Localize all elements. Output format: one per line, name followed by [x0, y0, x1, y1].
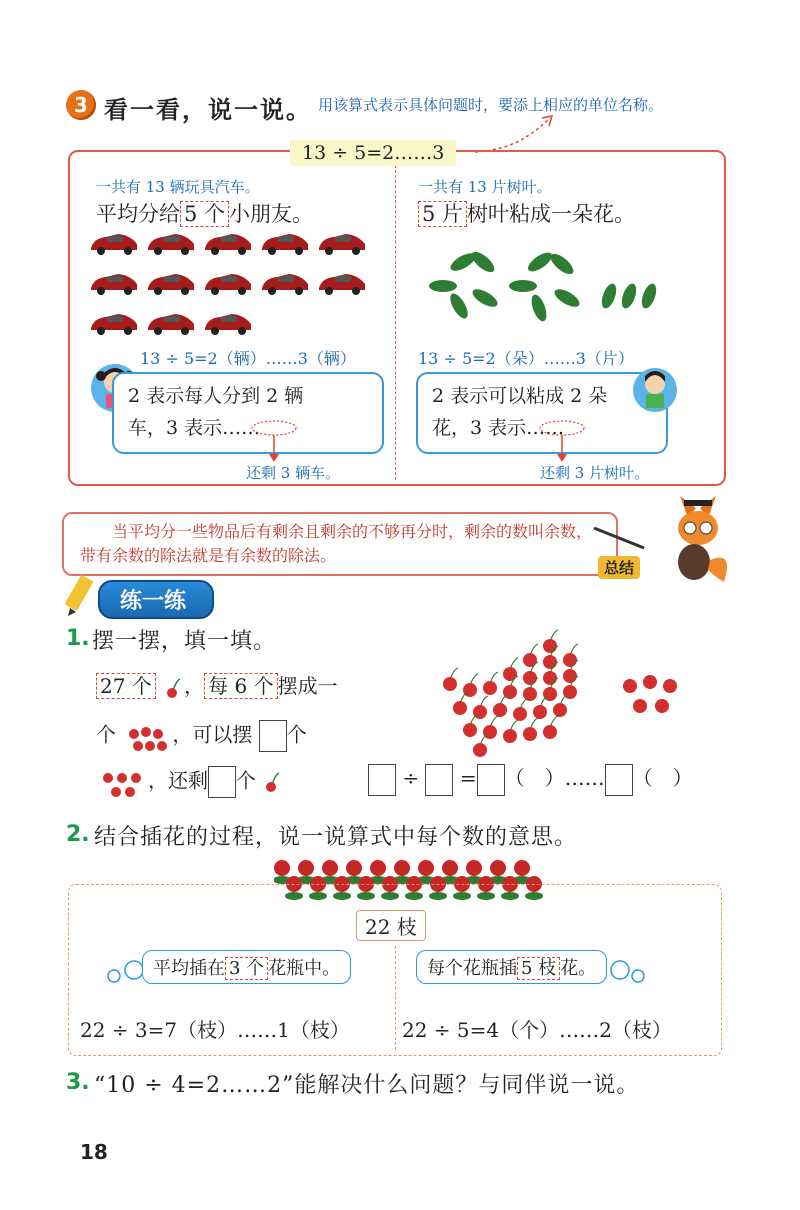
q3-text: “10 ÷ 4=2……2”能解决什么问题？与同伴说一说。 — [94, 1073, 640, 1098]
q1-eq-quotient[interactable] — [477, 764, 505, 796]
cherry — [543, 655, 557, 669]
q1-line2-post: 个 — [286, 722, 307, 747]
q2-text: 结合插花的过程，说一说算式中每个数的意思。 — [94, 825, 578, 850]
q1-text: 摆一摆，填一填。 — [92, 629, 277, 654]
cars-question — [96, 198, 313, 228]
flower — [346, 860, 362, 876]
q2-left-bubble — [142, 950, 351, 984]
flower — [418, 860, 434, 876]
cherry — [483, 681, 497, 695]
cars-given: 一共有 13 辆玩具汽车。 — [96, 178, 260, 196]
q1-text2: 摆成一 — [277, 674, 338, 698]
cherry — [543, 671, 557, 685]
flower — [442, 860, 458, 876]
cherry — [523, 671, 537, 685]
q2-divider — [395, 946, 396, 1050]
cherry — [533, 705, 547, 719]
leaves-question-post: 树叶粘成一朵花。 — [467, 202, 636, 226]
cars-question-pre: 平均分给 — [96, 202, 180, 226]
leaves-result: 还剩 3 片树叶。 — [540, 464, 650, 482]
flower — [394, 860, 410, 876]
cars-bubble — [112, 372, 384, 454]
cars-question-box: 5 个 — [180, 201, 229, 227]
leaves-bubble-line1: 2 表示可以粘成 2 朵 — [432, 385, 608, 407]
flower — [370, 860, 386, 876]
q1-line3 — [96, 764, 282, 800]
q1-eq-divisor[interactable] — [425, 764, 453, 796]
q1-eq-eq: = — [459, 766, 477, 790]
toy-car-icon — [202, 268, 254, 302]
summary-box — [62, 512, 618, 576]
flower — [490, 860, 506, 876]
cars-arrow-icon — [250, 418, 300, 468]
cars-equation: 13 ÷ 5=2（辆）……3（辆） — [140, 349, 356, 368]
cherry — [523, 687, 537, 701]
unit-note: 用该算式表示具体问题时，要添上相应的单位名称。 — [318, 96, 664, 114]
q2-left-pre: 平均插在 — [153, 958, 225, 979]
toy-car-icon — [88, 308, 140, 342]
q1-eq-dividend[interactable] — [368, 764, 396, 796]
practice-banner: 练一练 — [98, 580, 214, 619]
q2-right-equation: 22 ÷ 5=4（个）……2（枝） — [402, 1018, 672, 1042]
cherry — [493, 703, 507, 717]
bubble-dots-left-icon — [106, 956, 146, 986]
q1-eq-paren2: （ ） — [632, 766, 693, 790]
summary-tag: 总结 — [598, 556, 640, 579]
toy-car-icon — [316, 228, 368, 262]
cherry — [563, 653, 577, 667]
cherry — [663, 679, 677, 693]
cherry — [473, 705, 487, 719]
cherry — [563, 669, 577, 683]
q3-number: 3. — [66, 1070, 90, 1095]
q1-box1: 27 个 — [96, 673, 156, 699]
main-formula: 13 ÷ 5=2……3 — [290, 140, 456, 166]
example-title: 看一看，说一说。 — [104, 95, 312, 124]
cherry-icon — [262, 771, 282, 793]
cherries-illustration — [430, 628, 710, 758]
q1-eq-paren1: （ ） — [504, 766, 565, 790]
cherry — [655, 699, 669, 713]
q1-line3-mid: ，还剩 — [148, 768, 208, 793]
q1-answer-box-groups[interactable] — [259, 720, 287, 752]
cherry — [633, 699, 647, 713]
bubble-dots-right-icon — [606, 956, 646, 986]
q2-number: 2. — [66, 822, 90, 847]
center-divider — [395, 160, 396, 480]
toy-car-icon — [88, 228, 140, 262]
page-number: 18 — [80, 1140, 108, 1164]
toy-car-icon — [316, 268, 368, 302]
cherry — [543, 639, 557, 653]
example-number-badge: 3 — [66, 90, 96, 120]
flower — [322, 860, 338, 876]
q1-box2: 每 6 个 — [204, 673, 277, 699]
q1-eq-dots: …… — [564, 766, 605, 790]
cherry — [463, 683, 477, 697]
toy-car-icon — [145, 268, 197, 302]
toy-car-icon — [145, 228, 197, 262]
q1-line1: 27 个 ， 每 6 个 摆成一 — [96, 670, 338, 699]
cherry-icon — [162, 677, 184, 699]
q1-number: 1. — [66, 626, 90, 651]
leaves-arrow-icon — [538, 418, 588, 468]
cherry — [473, 743, 487, 757]
toy-car-icon — [88, 268, 140, 302]
cherry — [463, 723, 477, 737]
flower — [466, 860, 482, 876]
q1-line2-pre: 个 — [96, 722, 116, 747]
q1-line3-post: 个 — [236, 768, 256, 793]
leaves-question-box: 5 片 — [418, 201, 467, 227]
q1-equation — [368, 762, 693, 796]
flower — [274, 860, 290, 876]
q2-right-post: 花。 — [560, 958, 597, 979]
cherry — [513, 707, 527, 721]
cherry — [503, 729, 517, 743]
q1-eq-remainder[interactable] — [605, 764, 633, 796]
cherry — [503, 685, 517, 699]
cherry — [553, 703, 567, 717]
cherry — [453, 701, 467, 715]
cherry — [523, 727, 537, 741]
cherry — [623, 679, 637, 693]
cherry — [563, 685, 577, 699]
cars-bubble-line1: 2 表示每人分到 2 辆 — [128, 385, 304, 407]
cherry-bunch-small-icon — [96, 764, 148, 800]
cherry-bunch-icon — [122, 718, 172, 754]
summary-text: 当平均分一些物品后有剩余且剩余的不够再分时，剩余的数叫余数，带有余数的除法就是有余数的除法。 — [80, 522, 593, 565]
q1-line2 — [96, 718, 307, 754]
q2-left-post: 花瓶中。 — [268, 958, 341, 979]
cars-result: 还剩 3 辆车。 — [246, 464, 341, 482]
cherry — [543, 725, 557, 739]
q2-total: 22 枝 — [356, 910, 426, 941]
flower — [514, 860, 530, 876]
toy-car-icon — [259, 268, 311, 302]
q1-line2-mid: ，可以摆 — [172, 722, 253, 747]
leaves-question — [418, 198, 635, 228]
cherry — [643, 675, 657, 689]
toy-car-icon — [145, 308, 197, 342]
cherry — [483, 725, 497, 739]
flower — [298, 860, 314, 876]
leaf-flowers-icon — [425, 248, 675, 328]
q2-left-equation: 22 ÷ 3=7（枝）……1（枝） — [80, 1018, 350, 1042]
leaves-given: 一共有 13 片树叶。 — [418, 178, 552, 196]
cherry — [543, 687, 557, 701]
cars-question-post: 小朋友。 — [229, 202, 314, 226]
q1-eq-div: ÷ — [402, 766, 420, 790]
boy-avatar-icon — [632, 362, 678, 418]
cars-bubble-line2: 车，3 表示…… — [128, 417, 261, 439]
toy-car-icon — [259, 228, 311, 262]
cherry — [443, 677, 457, 691]
q1-answer-box-remaining[interactable] — [208, 766, 236, 798]
leaves-bubble-line2: 花，3 表示…… — [432, 417, 565, 439]
q2-right-bubble — [416, 950, 607, 984]
q2-right-box: 5 枝 — [517, 957, 560, 980]
toy-car-icon — [202, 228, 254, 262]
leaves-equation: 13 ÷ 5=2（朵）……3（片） — [418, 349, 634, 368]
toy-car-icon — [202, 308, 254, 342]
q2-left-box: 3 个 — [225, 957, 268, 980]
q2-right-pre: 每个花瓶插 — [427, 958, 517, 979]
